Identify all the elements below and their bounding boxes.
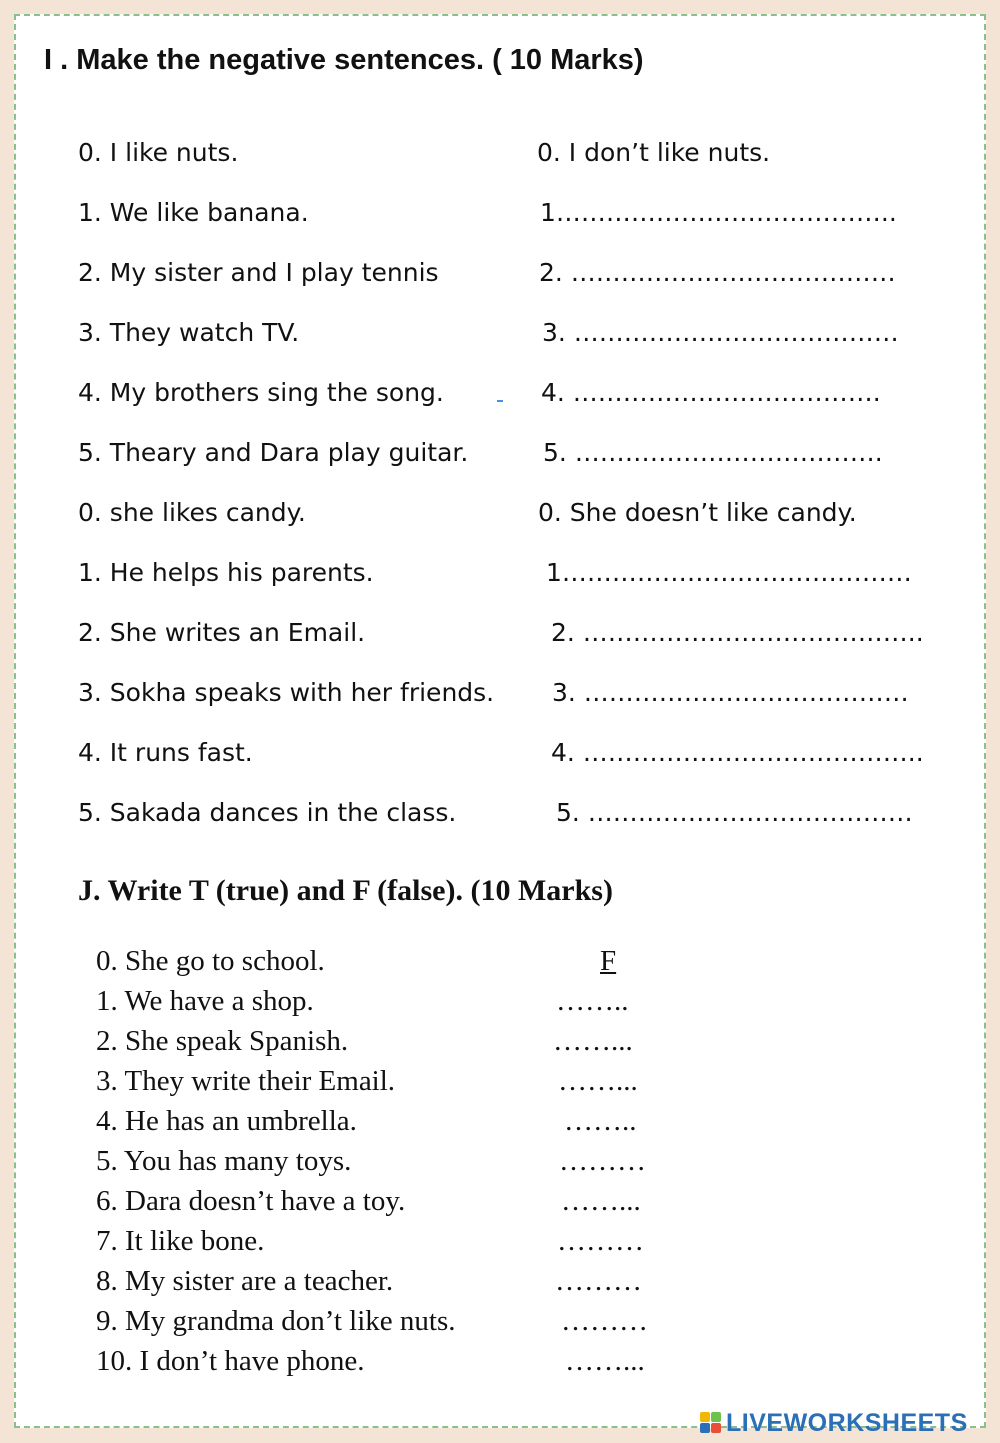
section-i-title: I . Make the negative sentences. ( 10 Marks): [44, 44, 644, 76]
tf-statement-10: 10. I don’t have phone.: [96, 1345, 365, 1377]
tf-answer-2[interactable]: ……...: [553, 1025, 633, 1057]
tf-statement-2: 2. She speak Spanish.: [96, 1025, 349, 1057]
tf-statement-8: 8. My sister are a teacher.: [96, 1265, 394, 1297]
answer-1b[interactable]: 1……………………………………: [546, 558, 912, 587]
tf-answer-4[interactable]: ……..: [564, 1105, 637, 1137]
tf-statement-1: 1. We have a shop.: [96, 985, 314, 1017]
sentence-3b: 3. Sokha speaks with her friends.: [78, 678, 495, 707]
tf-statement-5: 5. You has many toys.: [96, 1145, 352, 1177]
sentence-5b: 5. Sakada dances in the class.: [78, 798, 457, 827]
sentence-5a: 5. Theary and Dara play guitar.: [78, 438, 469, 467]
tf-answer-0: F: [600, 945, 617, 977]
tf-answer-6[interactable]: ……...: [561, 1185, 641, 1217]
section-j-title: J. Write T (true) and F (false). (10 Marks): [78, 874, 613, 907]
liveworksheets-logo: [700, 1408, 968, 1438]
answer-5b[interactable]: 5. …………………………………: [556, 798, 913, 827]
answer-3a[interactable]: 3. …………………………………: [542, 318, 899, 347]
tf-answer-8[interactable]: ………: [555, 1265, 642, 1297]
tf-statement-3: 3. They write their Email.: [96, 1065, 396, 1097]
tf-answer-7[interactable]: ………: [557, 1225, 644, 1257]
answer-4b[interactable]: 4. …………………………………..: [551, 738, 924, 767]
tf-statement-6: 6. Dara doesn’t have a toy.: [96, 1185, 406, 1217]
answer-0b: 0. She doesn’t like candy.: [538, 498, 857, 527]
answer-0a: 0. I don’t like nuts.: [537, 138, 771, 167]
sentence-1b: 1. He helps his parents.: [78, 558, 374, 587]
tf-statement-9: 9. My grandma don’t like nuts.: [96, 1305, 456, 1337]
tf-answer-10[interactable]: ……...: [565, 1345, 645, 1377]
sentence-0b: 0. she likes candy.: [78, 498, 306, 527]
sentence-4b: 4. It runs fast.: [78, 738, 253, 767]
answer-5a[interactable]: 5. ……………………………….: [543, 438, 883, 467]
answer-2a[interactable]: 2. …………………………………: [539, 258, 896, 287]
logo-text: LIVEWORKSHEETS: [726, 1408, 968, 1437]
tf-answer-1[interactable]: ……..: [556, 985, 629, 1017]
sentence-2a: 2. My sister and I play tennis: [78, 258, 439, 287]
answer-2b[interactable]: 2. …………………………………..: [551, 618, 924, 647]
answer-4a[interactable]: 4. ……………………………….: [541, 378, 881, 407]
blue-mark: [497, 400, 503, 402]
liveworksheets-logo-icon: [700, 1412, 722, 1434]
tf-answer-9[interactable]: ………: [561, 1305, 648, 1337]
sentence-1a: 1. We like banana.: [78, 198, 309, 227]
sentence-3a: 3. They watch TV.: [78, 318, 300, 347]
tf-statement-7: 7. It like bone.: [96, 1225, 265, 1257]
sentence-0a: 0. I like nuts.: [78, 138, 239, 167]
tf-answer-3[interactable]: ……...: [558, 1065, 638, 1097]
sentence-2b: 2. She writes an Email.: [78, 618, 366, 647]
answer-1a[interactable]: 1…………………………………..: [540, 198, 897, 227]
tf-statement-0: 0. She go to school.: [96, 945, 325, 977]
tf-answer-5[interactable]: ………: [559, 1145, 646, 1177]
answer-3b[interactable]: 3. …………………………………: [552, 678, 909, 707]
sentence-4a: 4. My brothers sing the song.: [78, 378, 444, 407]
tf-statement-4: 4. He has an umbrella.: [96, 1105, 357, 1137]
